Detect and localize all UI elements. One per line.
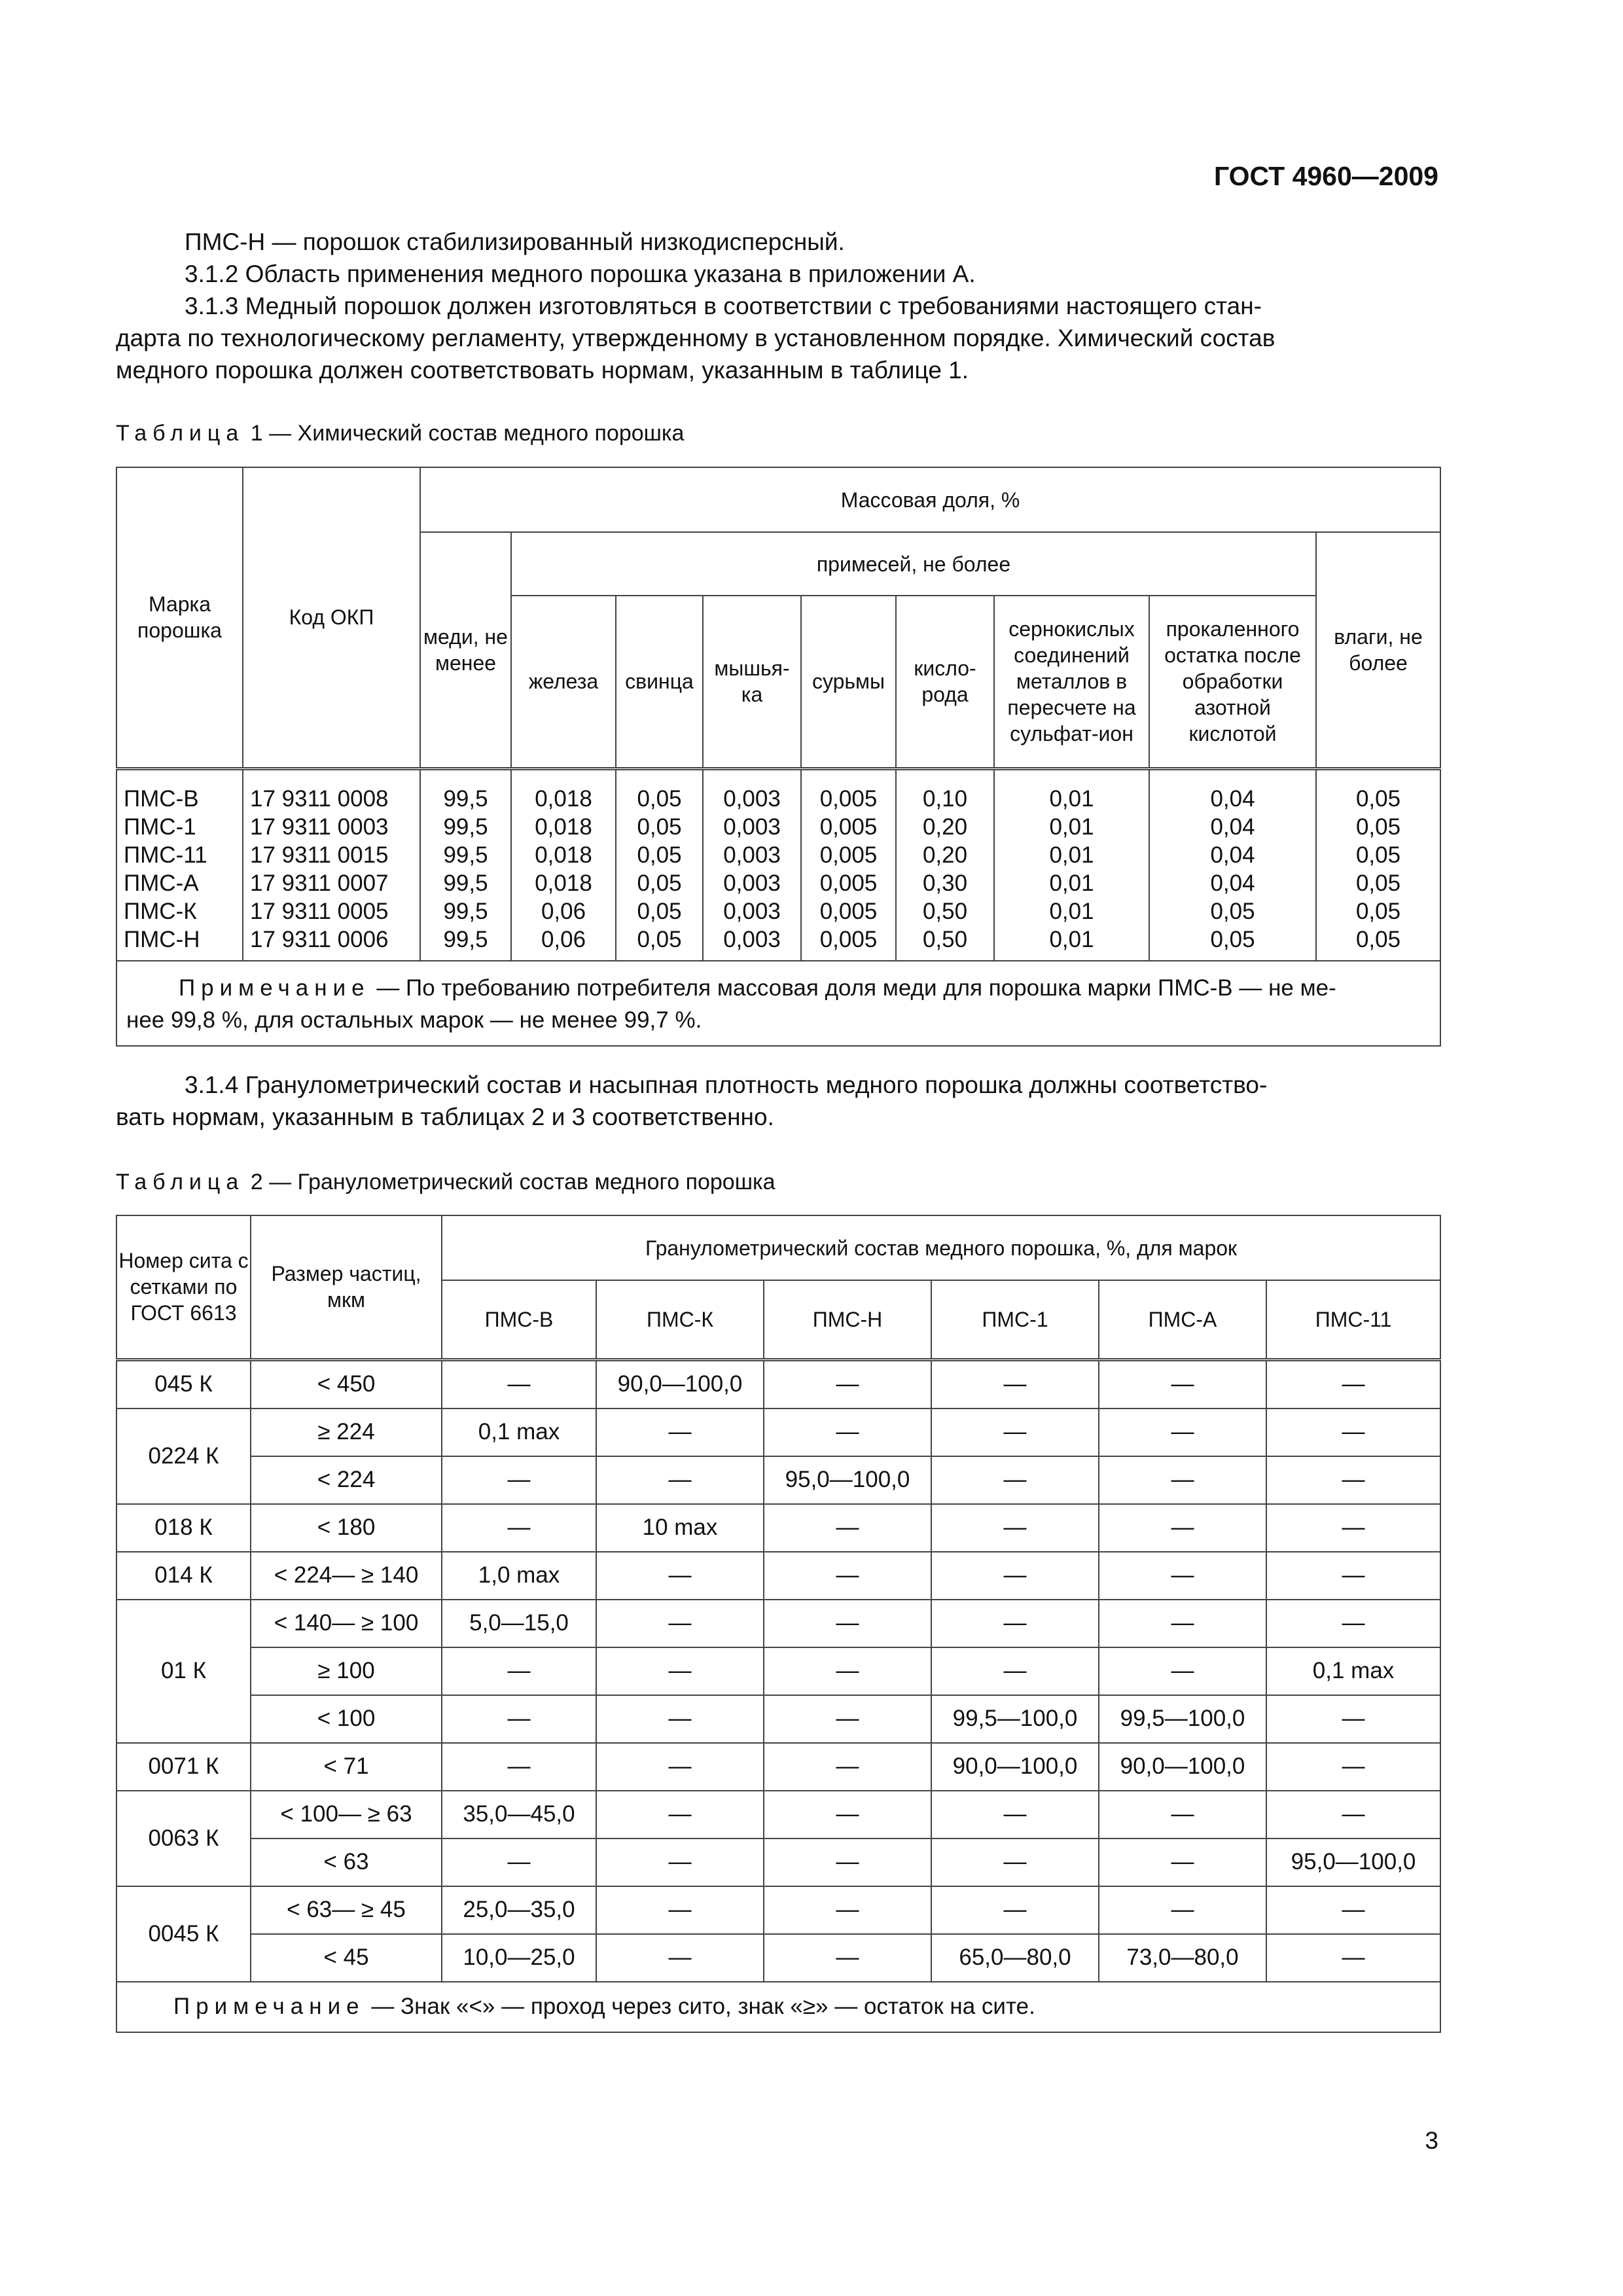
table-cell: — (596, 1456, 764, 1504)
sieve-number-cell: 018 К (116, 1504, 251, 1552)
table-cell: 99,5—100,0 (931, 1695, 1099, 1743)
cell-value: 0,05 (637, 870, 682, 896)
header-sieve: Номер сита с сетками по ГОСТ 6613 (116, 1215, 251, 1359)
cell-value: 17 9311 0008 (250, 785, 389, 812)
table-cell (1149, 768, 1316, 961)
cell-value: 0,05 (1355, 898, 1401, 924)
table-cell: — (596, 1743, 764, 1791)
sieve-number-cell: 0045 К (116, 1886, 251, 1982)
header-iron: железа (511, 596, 616, 768)
table-cell: — (1099, 1359, 1266, 1408)
cell-value: 0,20 (922, 814, 968, 840)
table-cell: — (1099, 1600, 1266, 1647)
header-mark-pms-11: ПМС-11 (1266, 1280, 1440, 1359)
cell-value: 0,04 (1210, 814, 1255, 840)
particle-size-cell: ≥ 100 (251, 1647, 442, 1695)
header-antimony: сурьмы (801, 596, 896, 768)
cell-value: 0,20 (922, 842, 968, 868)
cell-value: 0,05 (1355, 926, 1401, 952)
caption-word: Таблица (116, 421, 245, 446)
paragraph-line: 3.1.3 Медный порошок должен изготовляться в соответствии с требованиями настоящего стан- (185, 293, 1262, 319)
table-cell: — (931, 1600, 1099, 1647)
cell-value: 99,5 (443, 842, 488, 868)
cell-value: 0,06 (541, 898, 586, 924)
particle-size-cell: < 63— ≥ 45 (251, 1886, 442, 1934)
table-cell: — (1266, 1791, 1440, 1839)
cell-value: 0,003 (723, 785, 781, 812)
table-cell: — (1099, 1791, 1266, 1839)
cell-value: 99,5 (443, 785, 488, 812)
table-row (116, 1743, 1440, 1791)
table-cell (420, 768, 511, 961)
table-cell (896, 768, 994, 961)
cell-value: 0,005 (819, 785, 878, 812)
table-cell: — (1099, 1456, 1266, 1504)
header-arsenic: мышья- ка (703, 596, 801, 768)
particle-size-cell: ≥ 224 (251, 1408, 442, 1456)
cell-value: 0,05 (1210, 926, 1255, 952)
cell-value: 0,04 (1210, 870, 1255, 896)
table-cell: — (442, 1456, 596, 1504)
header-copper: меди, не менее (420, 532, 511, 768)
paragraph-line: медного порошка должен соответствовать нормам, указанным в таблице 1. (116, 357, 969, 384)
table-cell (616, 768, 703, 961)
table-row (116, 1359, 1440, 1408)
cell-value: 0,005 (819, 842, 878, 868)
table-row (116, 1408, 1440, 1456)
table-cell: — (442, 1504, 596, 1552)
cell-value: 0,01 (1049, 926, 1094, 952)
cell-value: 17 9311 0015 (250, 842, 389, 868)
cell-value: 0,003 (723, 814, 781, 840)
table-cell: — (1099, 1504, 1266, 1552)
table-row (116, 1552, 1440, 1600)
note-text: — По требованию потребителя массовая доля меди для порошка марки ПМС-В — не ме- (370, 975, 1336, 1001)
cell-value: 0,05 (637, 898, 682, 924)
cell-value: 0,005 (819, 814, 878, 840)
header-impurities: примесей, не более (511, 532, 1316, 596)
table-cell (243, 768, 420, 961)
table-cell: — (764, 1695, 931, 1743)
table-granulometric-composition (116, 1215, 1441, 2033)
table-cell (511, 768, 616, 961)
paragraph-line: 3.1.4 Гранулометрический состав и насыпная плотность медного порошка должны соответство- (185, 1071, 1268, 1098)
header-mark-pms-v: ПМС-В (442, 1280, 596, 1359)
cell-value: 0,05 (637, 785, 682, 812)
table-cell: — (764, 1743, 931, 1791)
note-line (126, 972, 1431, 1004)
table2-caption (116, 1170, 776, 1195)
cell-value: 0,01 (1049, 898, 1094, 924)
table-cell: — (596, 1600, 764, 1647)
cell-value: 0,003 (723, 898, 781, 924)
cell-value: 0,05 (1355, 870, 1401, 896)
cell-value: 99,5 (443, 870, 488, 896)
cell-value: 17 9311 0006 (250, 926, 389, 952)
table-cell: — (764, 1886, 931, 1934)
table-cell: 35,0—45,0 (442, 1791, 596, 1839)
cell-value: 0,05 (637, 842, 682, 868)
page-number: 3 (1425, 2127, 1438, 2154)
cell-value: 0,005 (819, 926, 878, 952)
cell-value: 0,05 (1210, 898, 1255, 924)
cell-value: ПМС-В (124, 785, 199, 812)
paragraph-line: дарта по технологическому регламенту, утвержденному в установленном порядке. Химический состав (116, 325, 1275, 351)
table-cell: — (596, 1934, 764, 1982)
table-row (116, 1600, 1440, 1647)
table-row (116, 1839, 1440, 1886)
header-residue: прокаленного остатка после обработки азотной кислотой (1149, 596, 1316, 768)
cell-value: 0,018 (535, 785, 592, 812)
table-cell: 95,0—100,0 (764, 1456, 931, 1504)
header-composition: Гранулометрический состав медного порошка, %, для марок (442, 1215, 1440, 1280)
cell-value: ПМС-11 (124, 842, 207, 868)
table-cell: — (764, 1504, 931, 1552)
table2-body (116, 1359, 1440, 1982)
cell-value: 0,01 (1049, 814, 1094, 840)
table-cell: 65,0—80,0 (931, 1934, 1099, 1982)
table-row (116, 1886, 1440, 1934)
cell-value: 0,10 (922, 785, 968, 812)
cell-value: 0,01 (1049, 870, 1094, 896)
table-cell: — (442, 1695, 596, 1743)
table-cell: — (931, 1552, 1099, 1600)
table-cell: — (1266, 1886, 1440, 1934)
table-cell: — (1266, 1743, 1440, 1791)
table-cell: 5,0—15,0 (442, 1600, 596, 1647)
cell-value: 0,50 (922, 898, 968, 924)
cell-value: 0,05 (637, 926, 682, 952)
table-cell: — (764, 1839, 931, 1886)
particle-size-cell: < 100— ≥ 63 (251, 1791, 442, 1839)
header-mark-pms-a: ПМС-А (1099, 1280, 1266, 1359)
table-cell: — (442, 1359, 596, 1408)
table-cell: 90,0—100,0 (1099, 1743, 1266, 1791)
header-sulfates: сернокислых соединений металлов в пересчете на сульфат-ион (994, 596, 1149, 768)
cell-value: 99,5 (443, 898, 488, 924)
cell-value: 0,50 (922, 926, 968, 952)
note-line: нее 99,8 %, для остальных марок — не менее 99,7 %. (126, 1007, 702, 1033)
sieve-number-cell: 045 К (116, 1359, 251, 1408)
cell-value: ПМС-А (124, 870, 199, 896)
sieve-number-cell: 014 К (116, 1552, 251, 1600)
particle-size-cell: < 45 (251, 1934, 442, 1982)
table-cell (801, 768, 896, 961)
cell-value: 0,003 (723, 926, 781, 952)
cell-value: 99,5 (443, 814, 488, 840)
paragraph-line: вать нормам, указанным в таблицах 2 и 3 соответственно. (116, 1103, 774, 1130)
paragraph-pms-n: ПМС-Н — порошок стабилизированный низкодисперсный. (185, 228, 845, 255)
table-cell: — (596, 1408, 764, 1456)
table-cell: — (1266, 1695, 1440, 1743)
table-cell: — (764, 1359, 931, 1408)
paragraph-3-1-2: 3.1.2 Область применения медного порошка указана в приложении А. (185, 260, 976, 287)
table-cell (994, 768, 1149, 961)
cell-value: 0,005 (819, 898, 878, 924)
particle-size-cell: < 180 (251, 1504, 442, 1552)
table-cell: 73,0—80,0 (1099, 1934, 1266, 1982)
table-cell: — (596, 1552, 764, 1600)
table-cell: 10,0—25,0 (442, 1934, 596, 1982)
table-cell: — (596, 1695, 764, 1743)
particle-size-cell: < 100 (251, 1695, 442, 1743)
table-cell: — (1266, 1408, 1440, 1456)
table-cell: 25,0—35,0 (442, 1886, 596, 1934)
table-cell: — (442, 1743, 596, 1791)
particle-size-cell: < 71 (251, 1743, 442, 1791)
header-lead: свинца (616, 596, 703, 768)
particle-size-cell: < 140— ≥ 100 (251, 1600, 442, 1647)
paragraph-3-1-4 (116, 1069, 1438, 1101)
particle-size-cell: < 224— ≥ 140 (251, 1552, 442, 1600)
table-cell: — (1266, 1456, 1440, 1504)
cell-value: 0,003 (723, 870, 781, 896)
table-cell: — (596, 1839, 764, 1886)
cell-value: ПМС-1 (124, 814, 196, 840)
table-cell (116, 768, 243, 961)
cell-value: 17 9311 0007 (250, 870, 389, 896)
table-cell: — (764, 1791, 931, 1839)
cell-value: 0,01 (1049, 842, 1094, 868)
cell-value: 0,04 (1210, 842, 1255, 868)
table-cell: — (442, 1647, 596, 1695)
cell-value: 0,005 (819, 870, 878, 896)
cell-value: 0,05 (1355, 842, 1401, 868)
table-cell: 1,0 max (442, 1552, 596, 1600)
table-cell: — (1099, 1839, 1266, 1886)
table1-caption (116, 421, 684, 446)
cell-value: 0,018 (535, 870, 592, 896)
caption-text: 1 — Химический состав медного порошка (244, 421, 685, 446)
table-cell: — (596, 1886, 764, 1934)
table-cell: — (931, 1456, 1099, 1504)
table-cell: — (764, 1408, 931, 1456)
note-text: — Знак «<» — проход через сито, знак «≥» — остаток на сите. (365, 1994, 1035, 2019)
cell-value: 17 9311 0005 (250, 898, 389, 924)
cell-value: 0,06 (541, 926, 586, 952)
paragraph-3-1-3 (116, 290, 1438, 322)
paragraph-3-1-4-block (116, 1069, 1438, 1133)
cell-value: 17 9311 0003 (250, 814, 389, 840)
table-cell: — (1266, 1359, 1440, 1408)
header-mark: Марка порошка (116, 467, 243, 768)
cell-value: ПМС-Н (124, 926, 200, 952)
table-cell: — (596, 1647, 764, 1695)
table-row (116, 1695, 1440, 1743)
table-row (116, 1504, 1440, 1552)
table-row (116, 1456, 1440, 1504)
cell-value: 0,018 (535, 842, 592, 868)
header-size: Размер частиц, мкм (251, 1215, 442, 1359)
cell-value: 99,5 (443, 926, 488, 952)
table-cell: — (931, 1359, 1099, 1408)
cell-value: 0,05 (1355, 814, 1401, 840)
table-cell: — (596, 1791, 764, 1839)
sieve-number-cell: 0224 К (116, 1408, 251, 1504)
document-id: ГОСТ 4960—2009 (1213, 161, 1438, 191)
table-cell: — (931, 1504, 1099, 1552)
table-cell: — (931, 1647, 1099, 1695)
header-mass-fraction: Массовая доля, % (420, 467, 1440, 532)
table-cell: — (1099, 1408, 1266, 1456)
note-word: Примечание (173, 1994, 365, 2019)
cell-value: 0,30 (922, 870, 968, 896)
cell-value: 0,003 (723, 842, 781, 868)
table-cell (1316, 768, 1440, 961)
cell-value: 0,05 (637, 814, 682, 840)
table-cell: — (1099, 1647, 1266, 1695)
cell-value: ПМС-К (124, 898, 197, 924)
table-cell: 0,1 max (442, 1408, 596, 1456)
table-cell: — (764, 1600, 931, 1647)
table-cell: 10 max (596, 1504, 764, 1552)
sieve-number-cell: 0071 К (116, 1743, 251, 1791)
table-row (116, 1647, 1440, 1695)
table-cell: 99,5—100,0 (1099, 1695, 1266, 1743)
particle-size-cell: < 450 (251, 1359, 442, 1408)
cell-value: 0,01 (1049, 785, 1094, 812)
header-oxygen: кисло- рода (896, 596, 994, 768)
header-mark-pms-1: ПМС-1 (931, 1280, 1099, 1359)
table-row (116, 1791, 1440, 1839)
table-cell: — (764, 1647, 931, 1695)
caption-text: 2 — Гранулометрический состав медного порошка (244, 1170, 776, 1194)
table1-note (116, 961, 1440, 1046)
table-cell: — (931, 1886, 1099, 1934)
table-cell: 90,0—100,0 (931, 1743, 1099, 1791)
table-cell: — (1266, 1504, 1440, 1552)
table-cell: — (931, 1839, 1099, 1886)
cell-value: 0,04 (1210, 785, 1255, 812)
table-cell: — (764, 1552, 931, 1600)
header-okp: Код ОКП (243, 467, 420, 768)
table-cell: 0,1 max (1266, 1647, 1440, 1695)
intro-paragraphs (116, 226, 1438, 386)
cell-value: 0,018 (535, 814, 592, 840)
table-cell: — (1266, 1600, 1440, 1647)
table-cell: 95,0—100,0 (1266, 1839, 1440, 1886)
table-cell: 90,0—100,0 (596, 1359, 764, 1408)
header-mark-pms-k: ПМС-К (596, 1280, 764, 1359)
header-moisture: влаги, не более (1316, 532, 1440, 768)
table-cell: — (931, 1791, 1099, 1839)
paragraph-3-1-3-cont (116, 322, 1438, 386)
table-cell: — (931, 1408, 1099, 1456)
sieve-number-cell: 01 К (116, 1600, 251, 1743)
table-cell: — (1099, 1886, 1266, 1934)
particle-size-cell: < 63 (251, 1839, 442, 1886)
table-row (116, 1934, 1440, 1982)
table-cell: — (1266, 1552, 1440, 1600)
cell-value: 0,05 (1355, 785, 1401, 812)
caption-word: Таблица (116, 1170, 245, 1194)
table-cell: — (1099, 1552, 1266, 1600)
particle-size-cell: < 224 (251, 1456, 442, 1504)
header-mark-pms-n: ПМС-Н (764, 1280, 931, 1359)
table2-note (116, 1982, 1440, 2032)
table-cell: — (442, 1839, 596, 1886)
note-word: Примечание (179, 975, 370, 1001)
paragraph-3-1-4-cont (116, 1101, 1438, 1133)
sieve-number-cell: 0063 К (116, 1791, 251, 1886)
table-cell (703, 768, 801, 961)
table-cell: — (1266, 1934, 1440, 1982)
table-row (116, 768, 1440, 961)
table-cell: — (764, 1934, 931, 1982)
table-chemical-composition (116, 467, 1441, 1047)
